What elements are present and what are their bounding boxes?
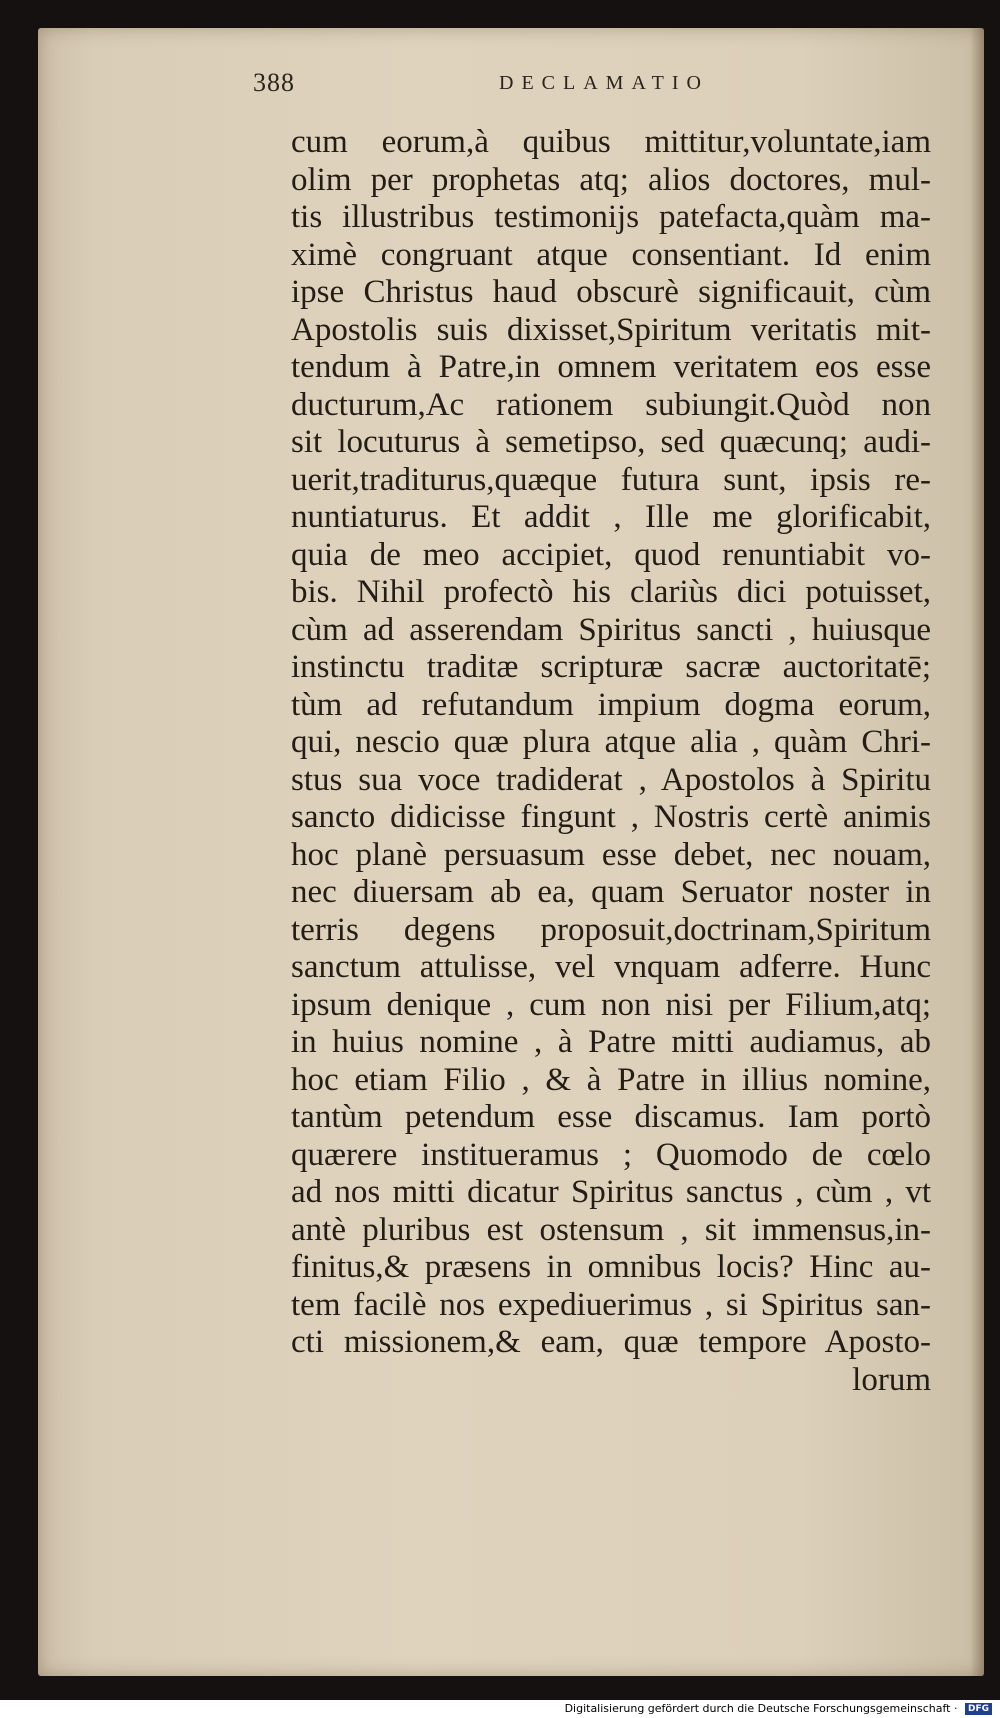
running-title: DECLAMATIO [499, 72, 709, 94]
page-number: 388 [253, 68, 295, 97]
text-line: instinctu traditæ scripturæ sacræ auctoritatē; [291, 649, 931, 685]
catchword: lorum [852, 1361, 931, 1398]
text-line: stus sua voce tradiderat , Apostolos à Spiritu [291, 761, 931, 798]
text-line: ipse Christus haud obscurè significauit, cùm [291, 274, 931, 310]
page-edge-shadow [970, 28, 984, 1676]
text-line: olim per prophetas atq; alios doctores, mul- [291, 161, 931, 198]
text-line: qui, nescio quæ plura atque alia , quàm Chri- [291, 724, 931, 760]
text-line: sit locuturus à semetipso, sed quæcunq; audi- [291, 424, 931, 460]
text-line: nuntiaturus. Et addit , Ille me glorificabit, [291, 499, 931, 535]
text-line: tendum à Patre,in omnem veritatem eos esse [291, 349, 931, 385]
text-line: bis. Nihil profectò his clariùs dici potuisset, [291, 574, 931, 610]
digitization-credit [565, 1700, 992, 1718]
text-line: quia de meo accipiet, quod renuntiabit vo- [291, 536, 931, 573]
text-line: tantùm petendum esse discamus. Iam portò [291, 1099, 931, 1135]
text-line: tis illustribus testimonijs patefacta,quàm ma- [291, 199, 931, 235]
text-line: terris degens proposuit,doctrinam,Spiritum [291, 911, 931, 948]
text-line: tem facilè nos expediuerimus , si Spiritus san- [291, 1286, 931, 1323]
text-line: Apostolis suis dixisset,Spiritum veritatis mit- [291, 311, 931, 348]
text-line: tùm ad refutandum impium dogma eorum, [291, 686, 931, 723]
body-text [291, 124, 931, 1399]
text-line: hoc planè persuasum esse debet, nec nouam, [291, 836, 931, 873]
dfg-logo: DFG [965, 1703, 992, 1715]
running-head [253, 66, 913, 122]
text-line: quærere institueramus ; Quomodo de cœlo [291, 1136, 931, 1173]
text-line: in huius nomine , à Patre mitti audiamus, ab [291, 1024, 931, 1060]
text-line: sanctum attulisse, vel vnquam adferre. Hunc [291, 949, 931, 985]
text-line: sancto didicisse fingunt , Nostris certè animis [291, 799, 931, 835]
text-line: ad nos mitti dicatur Spiritus sanctus , cùm , vt [291, 1174, 931, 1210]
text-line: ximè congruant atque consentiant. Id enim [291, 236, 931, 273]
text-line: ipsum denique , cum non nisi per Filium,atq; [291, 986, 931, 1023]
text-line: hoc etiam Filio , & à Patre in illius nomine, [291, 1061, 931, 1098]
text-line: cum eorum,à quibus mittitur,voluntate,iam [291, 124, 931, 160]
text-line: ducturum,Ac rationem subiungit.Quòd non [291, 386, 931, 423]
text-line: cùm ad asserendam Spiritus sancti , huiusque [291, 611, 931, 648]
text-line: nec diuersam ab ea, quam Seruator noster in [291, 874, 931, 910]
text-line: antè pluribus est ostensum , sit immensus,in- [291, 1211, 931, 1248]
credit-text: Digitalisierung gefördert durch die Deutsche Forschungsgemeinschaft · [564, 1702, 958, 1715]
text-line: finitus,& præsens in omnibus locis? Hinc au- [291, 1249, 931, 1285]
text-line: cti missionem,& eam, quæ tempore Aposto- [291, 1324, 931, 1360]
text-line: uerit,traditurus,quæque futura sunt, ipsis re- [291, 461, 931, 498]
